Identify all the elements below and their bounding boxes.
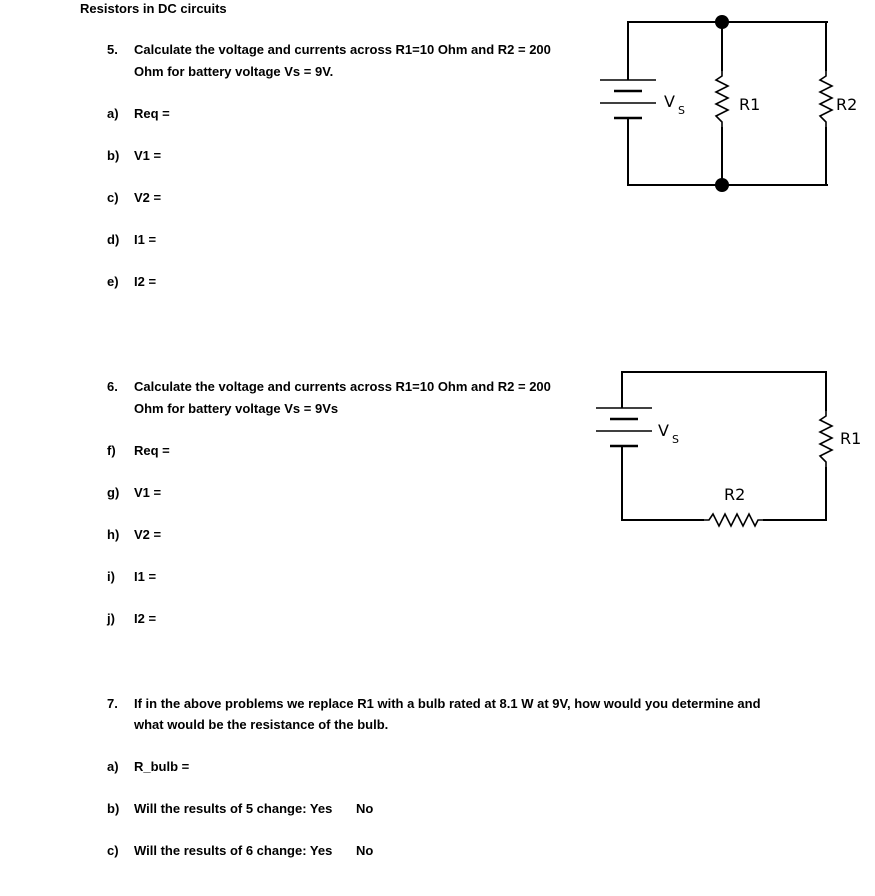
- q6-part-label: V1 =: [134, 485, 162, 500]
- q7-part-letter: c): [107, 843, 119, 858]
- q6-part-letter: j): [107, 611, 115, 626]
- r1-label: R1: [840, 429, 862, 448]
- q5-part-label: Req =: [134, 106, 170, 121]
- q5-number: 5.: [107, 42, 118, 57]
- q7-part-letter: a): [107, 759, 119, 774]
- q5-part-letter: b): [107, 148, 120, 163]
- q6-part-label: I2 =: [134, 611, 157, 626]
- resistor-r1-symbol: [820, 410, 832, 468]
- q7-part-label: R_bulb =: [134, 759, 190, 774]
- q6-part-letter: h): [107, 527, 120, 542]
- q5-part-label: V2 =: [134, 190, 162, 205]
- vs-label: V: [658, 421, 669, 440]
- r2-label: R2: [724, 485, 746, 504]
- q5-part-letter: a): [107, 106, 119, 121]
- q7-text-line2: what would be the resistance of the bulb.: [134, 717, 389, 732]
- r2-label: R2: [836, 95, 858, 114]
- battery-symbol: [596, 408, 652, 446]
- vs-label: V: [664, 92, 675, 111]
- vs-subscript: S: [678, 104, 685, 117]
- q6-text-line1: Calculate the voltage and currents across R1=10 Ohm and R2 = 200: [134, 379, 551, 394]
- q5-part-label: I1 =: [134, 232, 157, 247]
- page-title: Resistors in DC circuits: [80, 1, 227, 16]
- q5-part-letter: c): [107, 190, 119, 205]
- q6-text-line2: Ohm for battery voltage Vs = 9Vs: [134, 401, 339, 416]
- q5-text-line1: Calculate the voltage and currents across R1=10 Ohm and R2 = 200: [134, 42, 551, 57]
- q6-part-letter: i): [107, 569, 115, 584]
- q6-part-letter: f): [107, 443, 116, 458]
- r1-label: R1: [739, 95, 761, 114]
- q6-part-label: V2 =: [134, 527, 162, 542]
- q6-part-label: Req =: [134, 443, 170, 458]
- q5-part-label: V1 =: [134, 148, 162, 163]
- resistor-r2-symbol: [703, 514, 764, 526]
- q7-number: 7.: [107, 696, 118, 711]
- q6-part-letter: g): [107, 485, 120, 500]
- no-option: No: [356, 843, 374, 858]
- q5-text-line2: Ohm for battery voltage Vs = 9V.: [134, 64, 334, 79]
- vs-subscript: S: [672, 433, 679, 446]
- q7-part-label: Will the results of 6 change: Yes: [134, 843, 333, 858]
- q6-part-label: I1 =: [134, 569, 157, 584]
- q5-part-label: I2 =: [134, 274, 157, 289]
- q7-part-label: Will the results of 5 change: Yes: [134, 801, 333, 816]
- q6-number: 6.: [107, 379, 118, 394]
- q5-part-letter: d): [107, 232, 120, 247]
- no-option: No: [356, 801, 374, 816]
- q7-part-letter: b): [107, 801, 120, 816]
- q5-part-letter: e): [107, 274, 119, 289]
- q7-text-line1: If in the above problems we replace R1 with a bulb rated at 8.1 W at 9V, how would you determine and: [134, 696, 761, 711]
